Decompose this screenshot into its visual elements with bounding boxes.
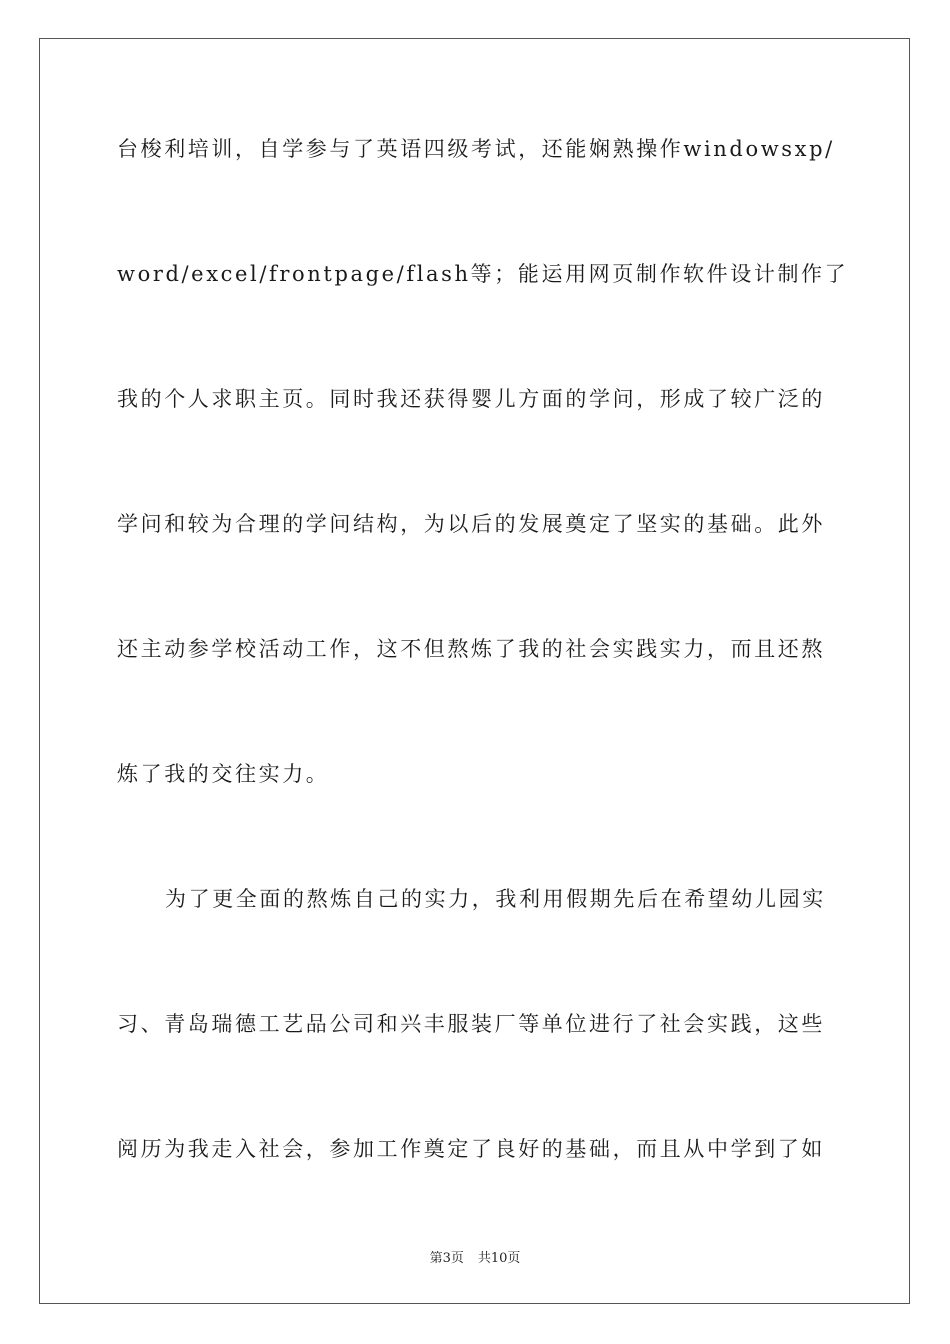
text-line: word/excel/frontpage/flash等；能运用网页制作软件设计制作了	[117, 262, 849, 286]
text-line: 台梭利培训，自学参与了英语四级考试，还能娴熟操作windowsxp/	[117, 137, 835, 161]
page-footer	[0, 1247, 950, 1266]
page-total: 共10页	[477, 1251, 521, 1266]
text-line: 炼了我的交往实力。	[117, 762, 330, 786]
page-number: 第3页	[429, 1251, 464, 1266]
text-line: 阅历为我走入社会，参加工作奠定了良好的基础，而且从中学到了如	[117, 1137, 825, 1161]
text-line: 我的个人求职主页。同时我还获得婴儿方面的学问，形成了较广泛的	[117, 387, 825, 411]
document-body	[117, 123, 849, 1248]
text-line: 还主动参学校活动工作，这不但熬炼了我的社会实践实力，而且还熬	[117, 637, 825, 661]
paragraph-start-line: 为了更全面的熬炼自己的实力，我利用假期先后在希望幼儿园实	[165, 887, 826, 911]
text-line: 学问和较为合理的学问结构，为以后的发展奠定了坚实的基础。此外	[117, 512, 825, 536]
text-line: 习、青岛瑞德工艺品公司和兴丰服装厂等单位进行了社会实践，这些	[117, 1012, 825, 1036]
